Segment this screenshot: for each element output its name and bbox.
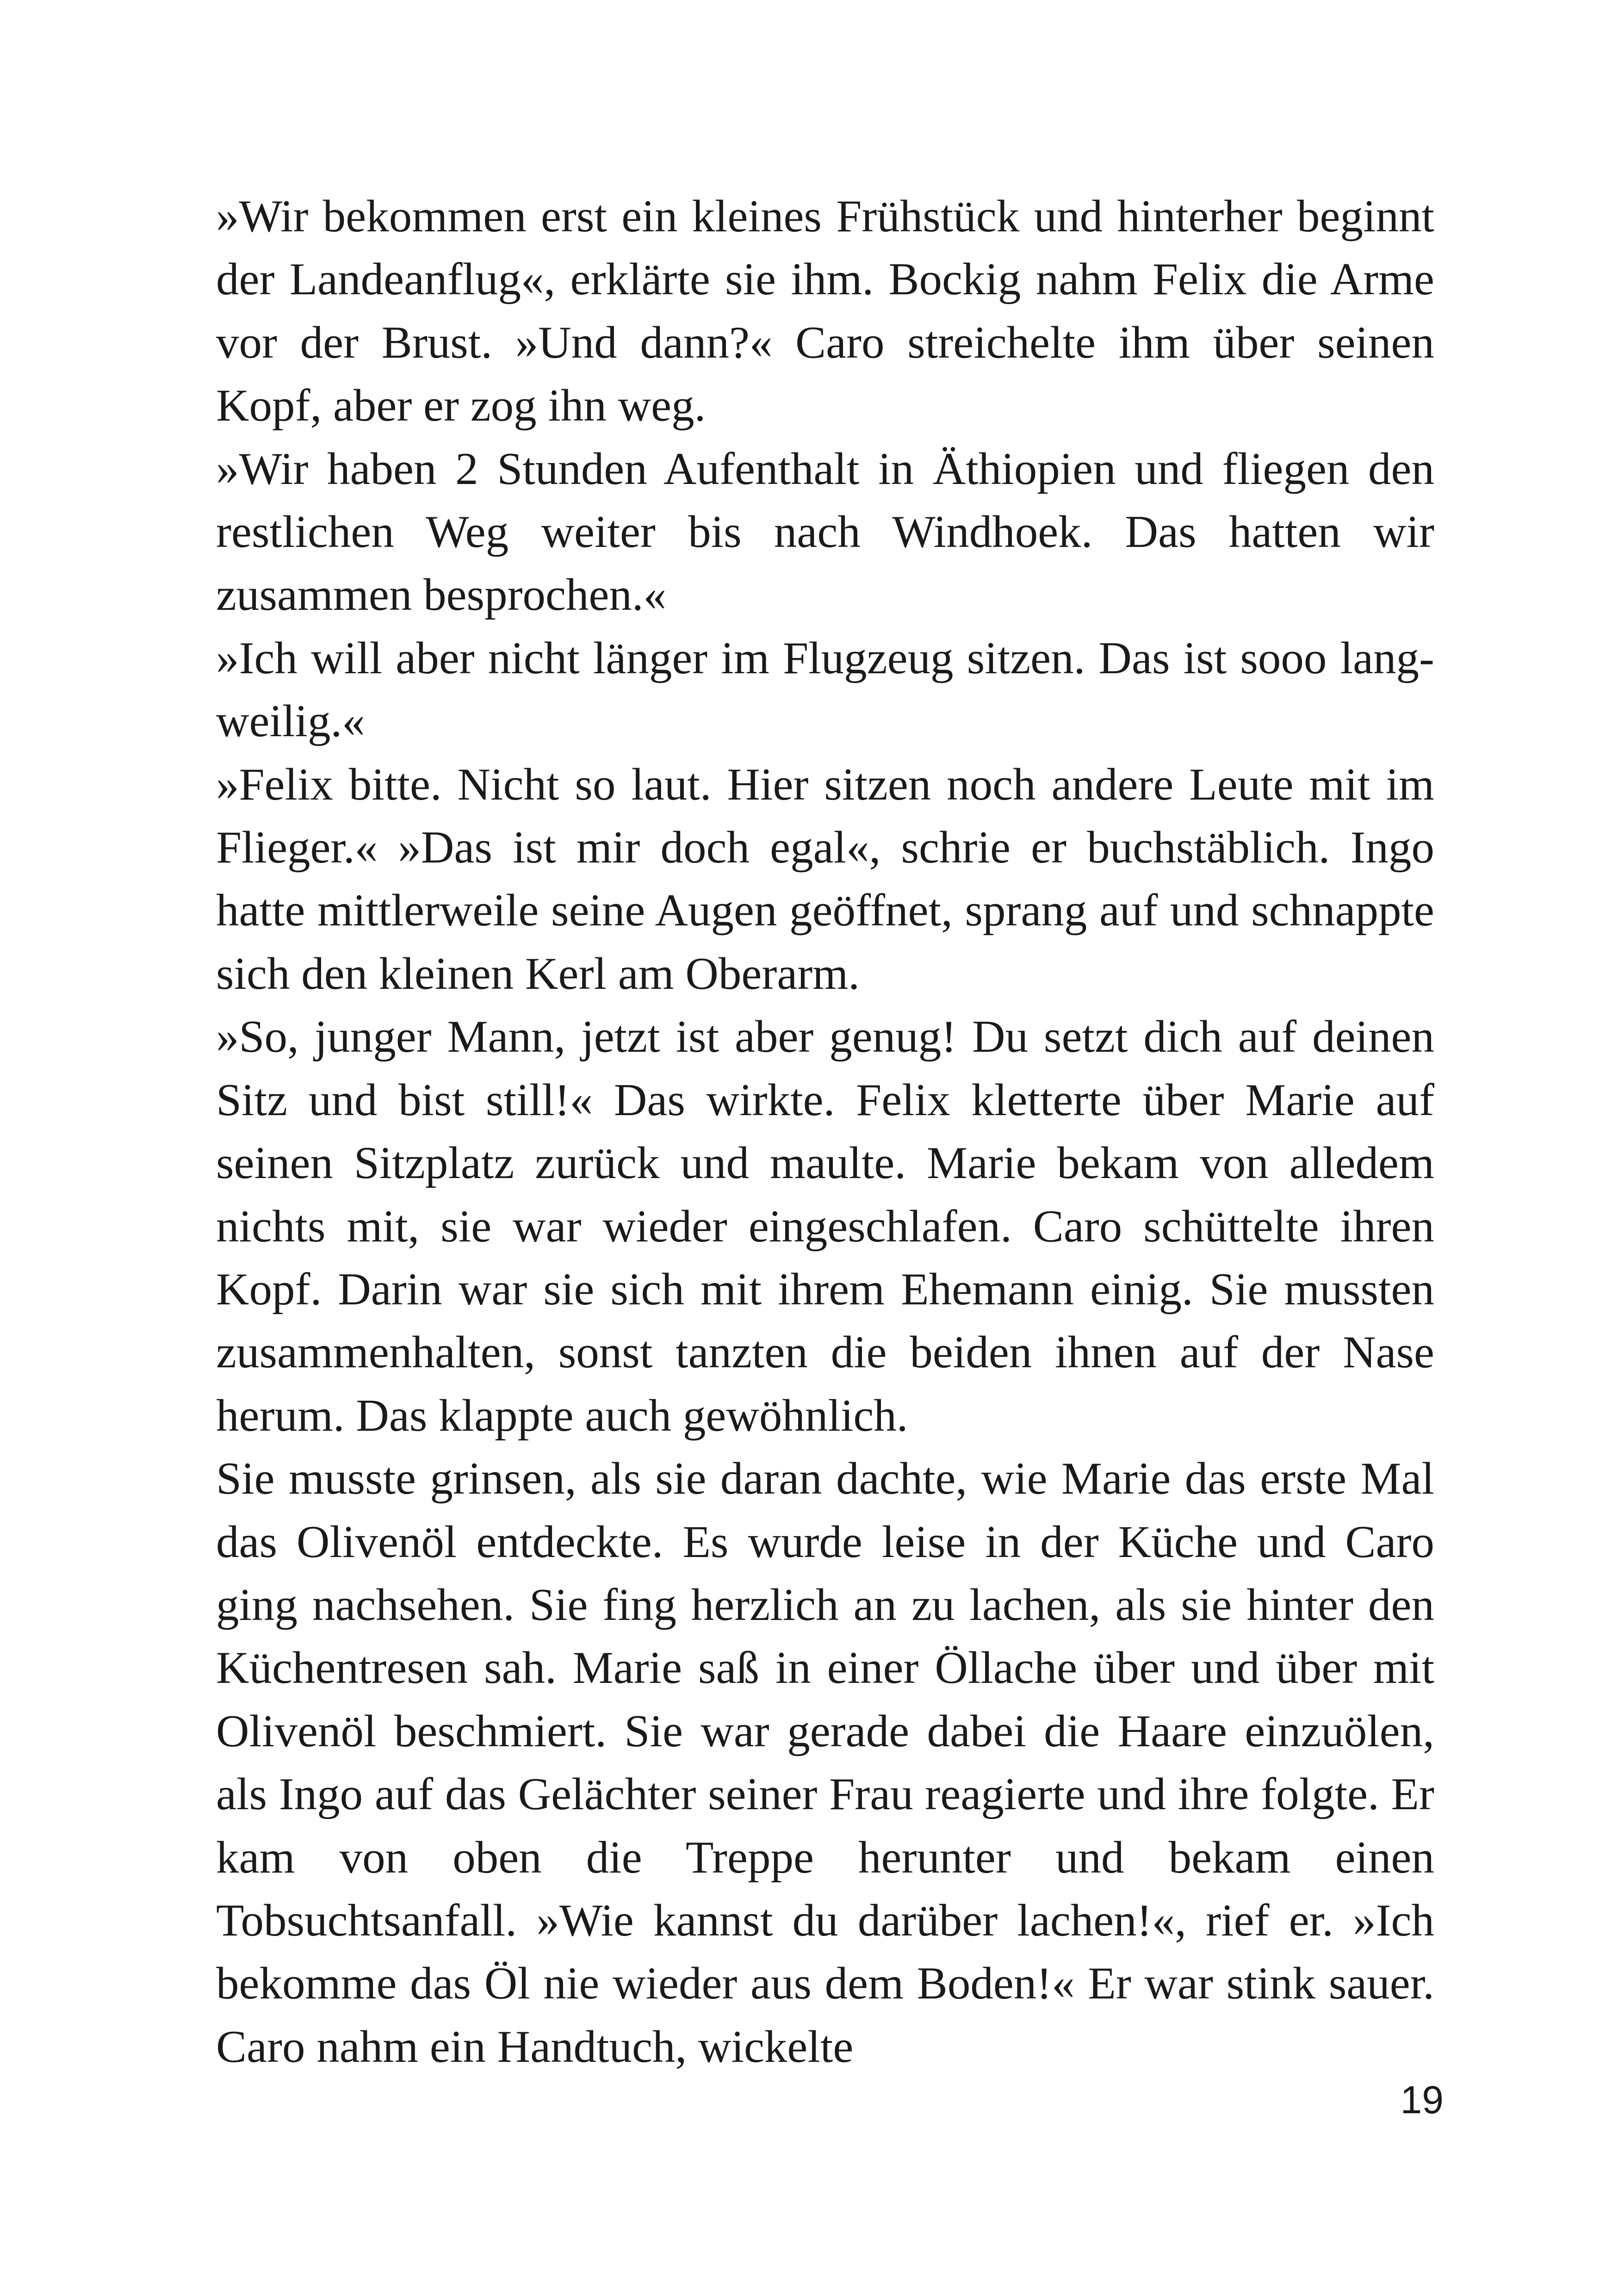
body-text — [216, 185, 1434, 2079]
paragraph-1: »Wir bekommen erst ein kleines Frühstück und hinterher beginnt der Landeanflug«, erklärte sie ihm. Bockig nahm Felix die Arme vor der Brust. »Und dann?« Caro streichelte ihm über seinen Kopf, aber er zog ihn weg. — [216, 191, 1434, 431]
paragraph-5: »So, junger Mann, jetzt ist aber genug! Du setzt dich auf deinen Sitz und bist still!« Das wirkte. Felix kletterte über Marie auf seinen Sitzplatz zurück und maulte. Marie bekam von alledem nichts mit, sie war wieder eingeschlafen. Caro schüttelte ihren Kopf. Darin war sie sich mit ihrem Ehemann einig. Sie mussten zusammenhalten, sonst tanzten die beiden ihnen auf der Nase herum. Das klappte auch gewöhnlich. — [216, 1011, 1434, 1441]
paragraph-2: »Wir haben 2 Stunden Aufenthalt in Äthiopien und fliegen den restlichen Weg weiter bis nach Windhoek. Das hatten wir zusammen besprochen.« — [216, 443, 1434, 621]
paragraph-3: »Ich will aber nicht länger im Flugzeug sitzen. Das ist sooo langweilig.« — [216, 633, 1434, 747]
paragraph-6: Sie musste grinsen, als sie daran dachte, wie Marie das erste Mal das Olivenöl entdeckte. Es wurde leise in der Küche und Caro ging nachsehen. Sie fing herzlich an zu lachen, als sie hinter den Küchentresen sah. Marie saß in einer Öllache über und über mit Olivenöl beschmiert. Sie war gerade dabei die Haare einzuölen, als Ingo auf das Gelächter seiner Frau reagierte und ihre folgte. Er kam von oben die Treppe herunter und bekam einen Tobsuchtsanfall. »Wie kannst du darüber lachen!«, rief er. »Ich bekomme das Öl nie wieder aus dem Boden!« Er war stink sauer. Caro nahm ein Handtuch, wickelte — [216, 1453, 1434, 2072]
paragraph-4: »Felix bitte. Nicht so laut. Hier sitzen noch andere Leute mit im Flieger.« »Das ist mir doch egal«, schrie er buchstäblich. Ingo hatte mittlerweile seine Augen geöffnet, sprang auf und schnappte sich den kleinen Kerl am Oberarm. — [216, 759, 1434, 999]
page-number: 19 — [1400, 2078, 1444, 2122]
